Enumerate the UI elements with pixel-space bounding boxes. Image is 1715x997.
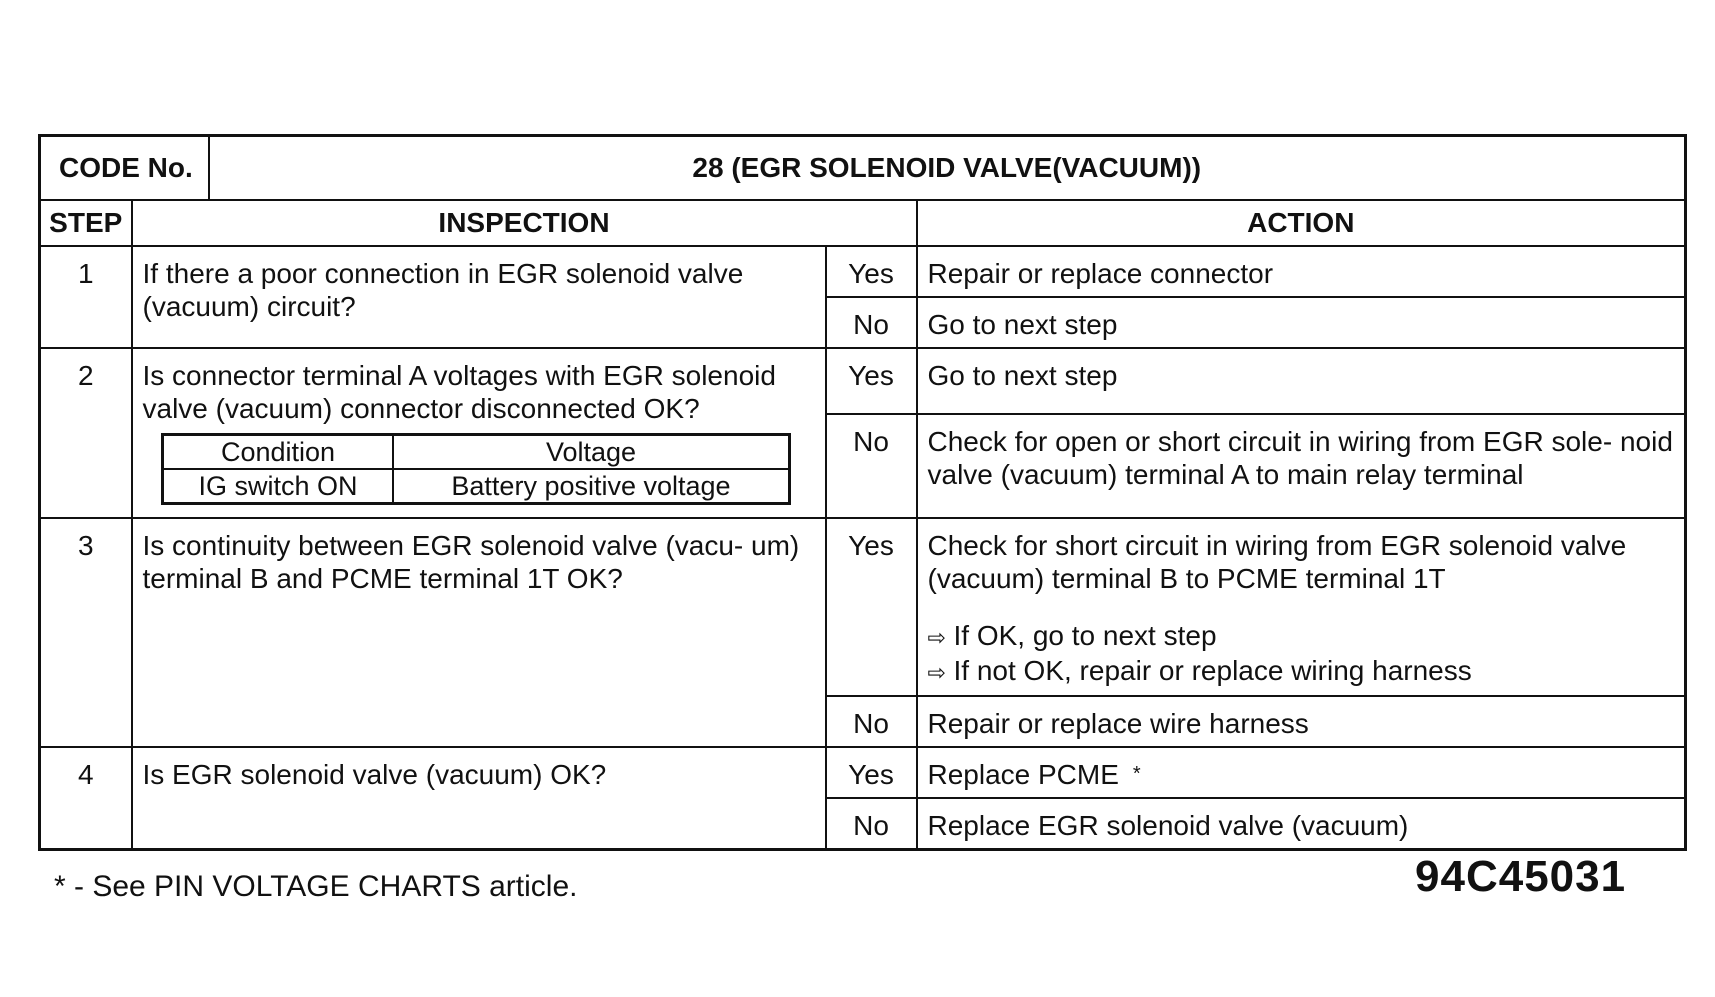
subtable-condition-value: IG switch ON <box>162 469 393 504</box>
step-header: STEP <box>40 200 132 246</box>
table-row <box>40 246 1686 297</box>
voltage-subtable <box>161 433 791 505</box>
yes-label: Yes <box>826 518 917 696</box>
table-row <box>40 518 1686 696</box>
yes-action-cell <box>917 747 1686 798</box>
step-number: 3 <box>40 518 132 747</box>
bullet-item <box>928 619 1675 654</box>
inspection-text: Is continuity between EGR solenoid valve (vacu- um) terminal B and PCME terminal 1T OK? <box>132 518 826 747</box>
no-action: Repair or replace wire harness <box>917 696 1686 747</box>
no-label: No <box>826 297 917 348</box>
bullet-text: If not OK, repair or replace wiring harness <box>953 654 1472 686</box>
diagnostic-table <box>38 134 1687 851</box>
step-number: 4 <box>40 747 132 850</box>
subtable-voltage-value: Battery positive voltage <box>393 469 789 504</box>
action-header: ACTION <box>917 200 1686 246</box>
bullet-text: If OK, go to next step <box>953 619 1217 651</box>
yes-label: Yes <box>826 348 917 415</box>
table-row <box>40 348 1686 415</box>
inspection-text: Is connector terminal A voltages with EGR solenoid valve (vacuum) connector disconnected OK? <box>142 359 776 424</box>
arrow-right-icon: ⇨ <box>927 659 946 685</box>
yes-action-cell <box>917 518 1686 696</box>
bullet-item <box>928 654 1675 689</box>
code-label: CODE No. <box>40 136 209 200</box>
no-action: Replace EGR solenoid valve (vacuum) <box>917 798 1686 850</box>
inspection-header: INSPECTION <box>132 200 917 246</box>
yes-action: Repair or replace connector <box>917 246 1686 297</box>
inspection-text: Is EGR solenoid valve (vacuum) OK? <box>132 747 826 850</box>
no-action: Check for open or short circuit in wiring from EGR sole- noid valve (vacuum) terminal A to main relay terminal <box>917 414 1686 517</box>
no-label: No <box>826 696 917 747</box>
step-number: 1 <box>40 246 132 348</box>
yes-action: Replace PCME <box>927 758 1119 790</box>
footnote-mark: * <box>1132 762 1141 785</box>
no-action: Go to next step <box>917 297 1686 348</box>
figure-id: 94C45031 <box>1415 852 1627 901</box>
inspection-text: If there a poor connection in EGR solenoid valve (vacuum) circuit? <box>132 246 826 348</box>
code-row <box>40 136 1686 200</box>
no-label: No <box>826 414 917 517</box>
yes-action: Go to next step <box>917 348 1686 415</box>
subtable-header-voltage: Voltage <box>393 434 789 469</box>
yes-action: Check for short circuit in wiring from EGR solenoid valve (vacuum) terminal B to PCME terminal 1T <box>927 529 1627 594</box>
no-label: No <box>826 798 917 850</box>
yes-label: Yes <box>826 246 917 297</box>
table-row <box>40 747 1686 798</box>
inspection-cell <box>132 348 826 518</box>
footnote: * - See PIN VOLTAGE CHARTS article. <box>54 870 578 903</box>
step-number: 2 <box>40 348 132 518</box>
column-header-row <box>40 200 1686 246</box>
subtable-header-condition: Condition <box>162 434 393 469</box>
arrow-right-icon: ⇨ <box>927 624 946 650</box>
yes-label: Yes <box>826 747 917 798</box>
code-title: 28 (EGR SOLENOID VALVE(VACUUM)) <box>209 136 1686 200</box>
